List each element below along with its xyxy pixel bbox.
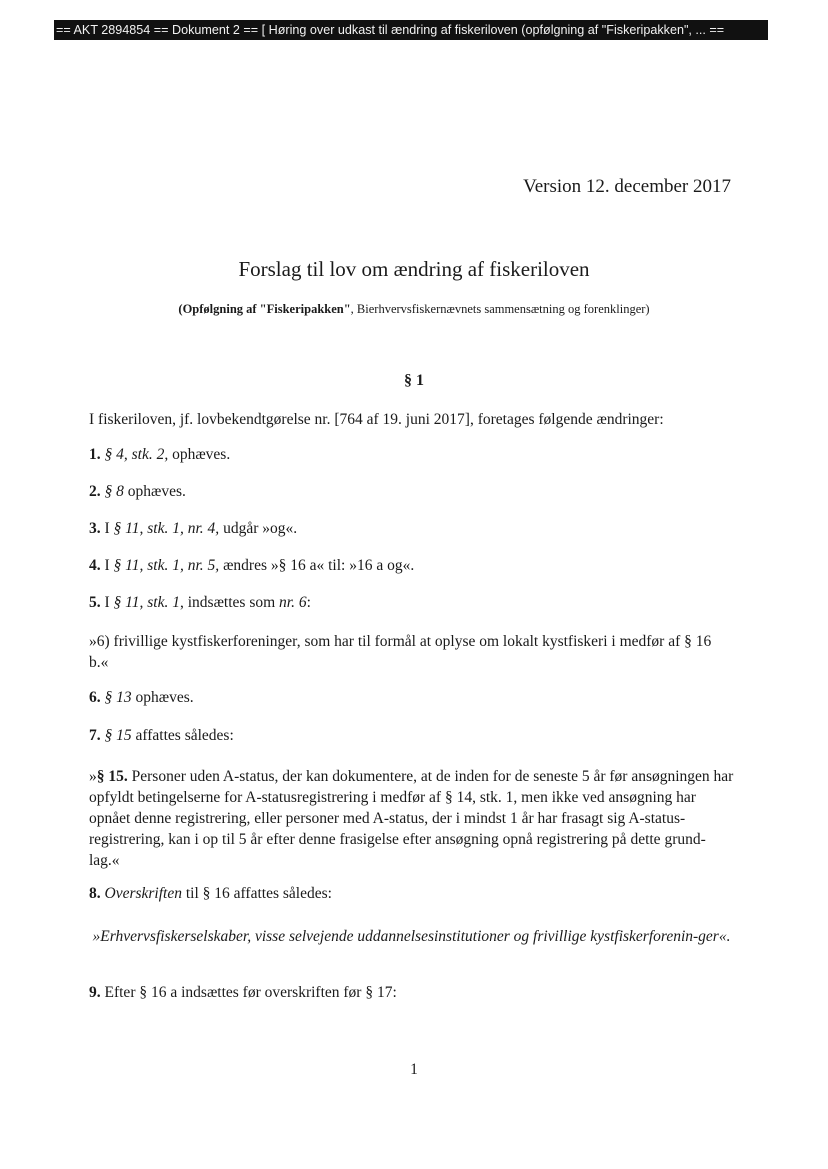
amendment-item-7	[89, 727, 234, 745]
item-number: 1.	[89, 446, 101, 463]
subtitle-rest: , Bierhvervsfiskernævnets sammensætning og forenklinger)	[350, 302, 650, 316]
item-number: 2.	[89, 483, 101, 500]
item-pre: I	[100, 520, 114, 537]
quote-section-label: § 15.	[96, 768, 128, 785]
item-reference: § 11, stk. 1, nr. 4,	[113, 520, 220, 537]
item-reference-2: nr. 6	[279, 594, 307, 611]
item-number: 9.	[89, 984, 101, 1001]
item-number: 5.	[89, 594, 101, 611]
amendment-item-1	[89, 446, 230, 464]
amendment-item-4	[89, 557, 414, 575]
item-text: ophæves.	[123, 483, 186, 500]
item-number: 6.	[89, 689, 101, 706]
item-number: 7.	[89, 727, 101, 744]
item-text: :	[306, 594, 311, 611]
item-text: ophæves.	[168, 446, 231, 463]
amendment-item-8	[89, 885, 332, 903]
item-reference: § 13	[104, 689, 132, 706]
item-reference: § 15	[104, 727, 132, 744]
item-text: ophæves.	[131, 689, 194, 706]
version-date: Version 12. december 2017	[523, 176, 731, 197]
amendment-item-5	[89, 594, 311, 612]
amendment-item-8-quote: »Erhvervsfiskerselskaber, visse selvejende uddannelsesinstitutioner og frivillige kystfiskerforenin-ger«.	[92, 928, 731, 945]
header-text: == AKT 2894854 == Dokument 2 == [ Høring over udkast til ændring af fiskeriloven (opfølgning af "Fiskeripakken", ... ==	[56, 23, 725, 37]
item-reference: § 11, stk. 1	[113, 594, 180, 611]
item-text: ændres »§ 16 a« til: »16 a og«.	[219, 557, 415, 574]
item-text: udgår »og«.	[219, 520, 298, 537]
quote-text: Personer uden A-status, der kan dokumentere, at de inden for de seneste 5 år før ansøgningen har opfyldt betingelserne for A-statusregistrering i medfør af § 14, stk. 1, men ikke ved ansøgning har opnået denne registrering, eller personer med A-status, der i mindst 1 år har frasagt sig A-status-registrering, kan i op til 5 år efter denne frasigelse efter ansøgning opnå registrering på dette grund-lag.«	[89, 768, 734, 869]
document-title: Forslag til lov om ændring af fiskeriloven	[238, 257, 590, 281]
item-text: affattes således:	[131, 727, 234, 744]
subtitle-bold: (Opfølgning af "Fiskeripakken"	[178, 302, 351, 316]
amendment-item-3	[89, 520, 297, 538]
item-text: til § 16 affattes således:	[181, 885, 332, 902]
document-header-bar	[54, 20, 768, 40]
document-subtitle	[0, 302, 828, 317]
item-mid: , indsættes som	[180, 594, 280, 611]
page-number: 1	[410, 1061, 418, 1078]
item-pre: I	[100, 594, 114, 611]
amendment-item-6	[89, 689, 194, 707]
item-text: Efter § 16 a indsættes før overskriften før § 17:	[100, 984, 397, 1001]
quote-open: »	[89, 768, 97, 785]
item-reference: § 11, stk. 1, nr. 5,	[113, 557, 220, 574]
amendment-item-2	[89, 483, 186, 501]
amendment-item-7-quote	[89, 766, 734, 871]
section-heading: § 1	[404, 372, 424, 389]
item-number: 8.	[89, 885, 101, 902]
amendment-item-5-quote: »6) frivillige kystfiskerforeninger, som har til formål at oplyse om lokalt kystfiskeri i medfør af § 16 b.«	[89, 633, 712, 671]
item-number: 3.	[89, 520, 101, 537]
item-reference: Overskriften	[104, 885, 182, 902]
item-pre: I	[100, 557, 114, 574]
item-reference: § 4, stk. 2,	[104, 446, 169, 463]
item-number: 4.	[89, 557, 101, 574]
intro-paragraph: I fiskeriloven, jf. lovbekendtgørelse nr. [764 af 19. juni 2017], foretages følgende ændringer:	[89, 411, 664, 428]
item-reference: § 8	[104, 483, 124, 500]
amendment-item-9	[89, 984, 397, 1002]
